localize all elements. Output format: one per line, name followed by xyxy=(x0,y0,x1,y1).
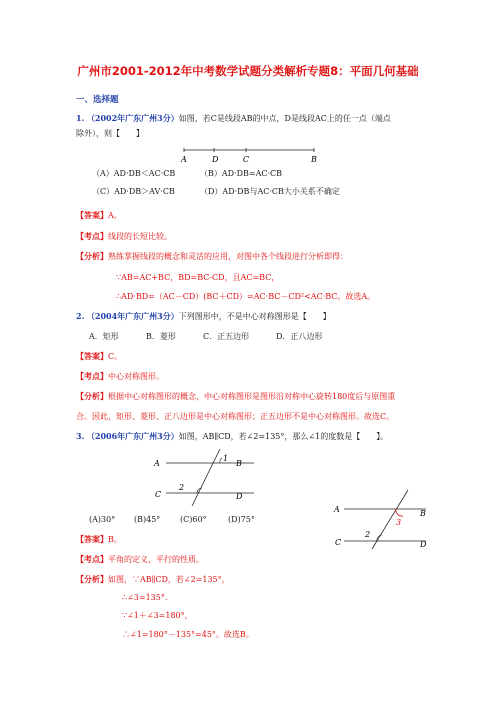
q2-analysis-line2: 合。因此，矩形、菱形、正八边形是中心对称图形；正五边形不是中心对称图形。故选C。 xyxy=(76,412,395,421)
q3-option-b: (B)45° xyxy=(134,515,161,524)
transversal-line-2 xyxy=(372,490,408,549)
q3-answer: 【答案】B。 xyxy=(76,534,122,544)
angle-2-label: 2 xyxy=(179,483,185,492)
page-title: 广州市2001-2012年中考数学试题分类解析专题8：平面几何基础 xyxy=(77,64,419,78)
transversal-line xyxy=(192,449,220,506)
q1-answer: 【答案】A。 xyxy=(76,210,122,220)
q3-analysis-line4: ∴∠1=180°－135°=45°。故选B。 xyxy=(122,630,254,639)
label-b-2: B xyxy=(420,509,426,518)
question-2-stem: 2. （2004年广东广州3分）下列图形中，不是中心对称图形是【 】 xyxy=(76,311,331,321)
question-1-stem xyxy=(76,113,391,124)
q1-option-d: （D）AD·DB与AC·CB大小关系不确定 xyxy=(200,187,340,196)
label-a-2: A xyxy=(334,505,340,514)
q2-option-b: B．菱形 xyxy=(146,332,176,341)
angle-2-label-2: 2 xyxy=(365,530,371,539)
q2-knowledge-point: 【考点】中心对称图形。 xyxy=(76,371,164,381)
q1-option-c: （C）AD·DB＞AV·CB xyxy=(92,187,175,196)
section-heading: 一、选择题 xyxy=(76,95,119,105)
q2-option-c: C．正五边形 xyxy=(203,332,250,341)
point-b-label: B xyxy=(311,155,317,164)
label-c-2: C xyxy=(335,538,342,547)
q2-answer: 【答案】C。 xyxy=(76,351,123,361)
parallel-lines-figure xyxy=(150,446,260,508)
q1-analysis-line3: ∴AD·BD=（AC－CD）(BC＋CD）=AC·BC－CD²<AC·BC。故选A。 xyxy=(116,292,376,301)
q2-option-d: D．正八边形 xyxy=(276,332,323,341)
q3-knowledge-point: 【考点】平角的定义，平行的性质。 xyxy=(76,554,204,564)
point-c-label: C xyxy=(243,155,250,164)
angle-3-label: 3 xyxy=(396,518,402,527)
q1-knowledge-point: 【考点】线段的长短比较。 xyxy=(76,231,172,241)
point-a-label: A xyxy=(181,155,187,164)
q3-option-a: (A)30° xyxy=(89,515,116,524)
question-3-stem: 3. （2006年广东广州3分）如图，AB∥CD，若∠2=135°，那么∠1的度数是【 】。 xyxy=(76,431,389,441)
label-a: A xyxy=(154,459,160,468)
q1-analysis-line2: ∵AB=AC+BC，BD=BC-CD，且AC=BC， xyxy=(116,273,280,282)
angle-1-label: 1 xyxy=(223,454,229,463)
label-d: D xyxy=(236,492,243,501)
label-b: B xyxy=(236,459,242,468)
q3-analysis-line2: ∴∠3=135°． xyxy=(122,593,173,602)
q1-option-a: （A）AD·DB＜AC·CB xyxy=(92,169,176,178)
q3-option-d: (D)75° xyxy=(228,515,255,524)
q1-option-b: （B）AD·DB=AC·CB xyxy=(200,169,283,178)
parallel-lines-figure-annotated xyxy=(332,486,436,550)
label-c: C xyxy=(155,490,162,499)
question-1-number: 1. xyxy=(76,113,85,123)
question-1-text: 如图，若C是线段AB的中点，D是线段AC上的任一点（端点 xyxy=(178,114,391,123)
question-1-text-cont: 除外），则【 】 xyxy=(76,129,144,138)
q2-analysis: 【分析】根据中心对称图形的概念，中心对称图形是图形沿对称中心旋转180度后与原图重 xyxy=(76,391,396,401)
q3-analysis-line3: ∵∠1＋∠3=180°， xyxy=(122,611,193,620)
q2-option-a: A．矩形 xyxy=(89,332,119,341)
label-d-2: D xyxy=(420,540,427,549)
q1-analysis: 【分析】熟练掌握线段的概念和灵活的应用，对图中各个线段进行分析即得： xyxy=(76,251,348,261)
segment-figure xyxy=(176,143,326,165)
q3-analysis: 【分析】如图，∵AB∥CD，若∠2=135°， xyxy=(76,574,230,584)
angle-3-arc xyxy=(396,509,403,516)
question-1-source: （2002年广东广州3分） xyxy=(86,113,179,123)
q3-option-c: (C)60° xyxy=(180,515,207,524)
point-d-label: D xyxy=(212,155,219,164)
